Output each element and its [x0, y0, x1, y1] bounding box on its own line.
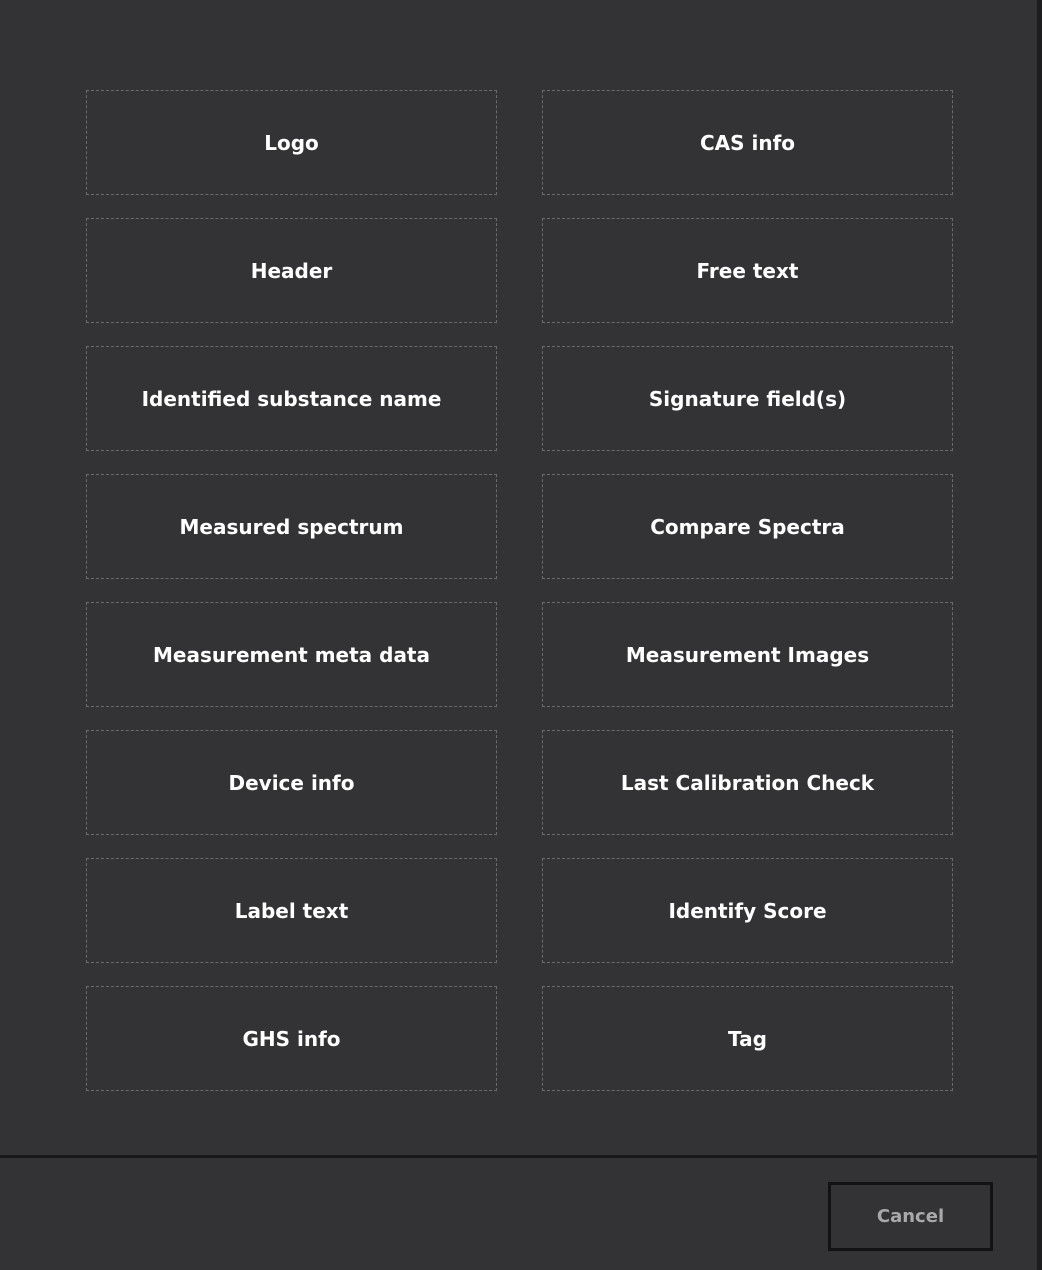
tile-identified-substance-name[interactable]: Identified substance name — [86, 346, 497, 451]
window-edge — [1037, 0, 1042, 1270]
element-tile-grid — [86, 90, 953, 1091]
tile-identify-score[interactable]: Identify Score — [542, 858, 953, 963]
tile-free-text[interactable]: Free text — [542, 218, 953, 323]
tile-compare-spectra[interactable]: Compare Spectra — [542, 474, 953, 579]
tile-tag[interactable]: Tag — [542, 986, 953, 1091]
tile-header[interactable]: Header — [86, 218, 497, 323]
tile-logo[interactable]: Logo — [86, 90, 497, 195]
tile-measured-spectrum[interactable]: Measured spectrum — [86, 474, 497, 579]
tile-cas-info[interactable]: CAS info — [542, 90, 953, 195]
tile-ghs-info[interactable]: GHS info — [86, 986, 497, 1091]
tile-label-text[interactable]: Label text — [86, 858, 497, 963]
tile-measurement-meta-data[interactable]: Measurement meta data — [86, 602, 497, 707]
tile-last-calibration-check[interactable]: Last Calibration Check — [542, 730, 953, 835]
tile-measurement-images[interactable]: Measurement Images — [542, 602, 953, 707]
tile-signature-fields[interactable]: Signature field(s) — [542, 346, 953, 451]
tile-device-info[interactable]: Device info — [86, 730, 497, 835]
cancel-button[interactable]: Cancel — [828, 1182, 993, 1251]
